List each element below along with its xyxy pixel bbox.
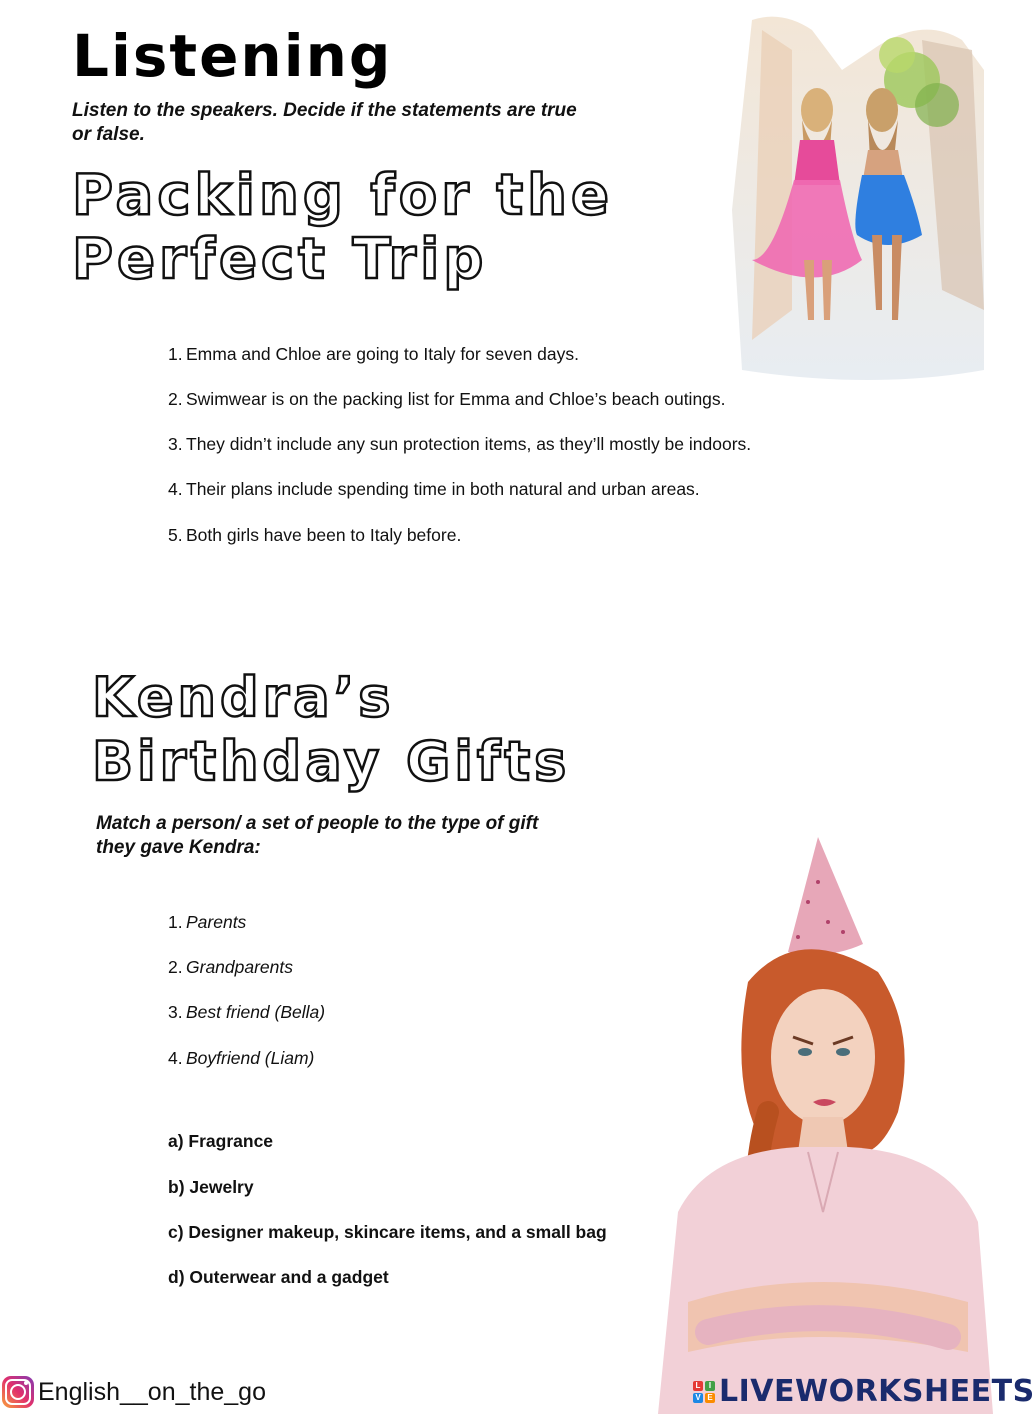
listening-instruction: Listen to the speakers. Decide if the statements are true or false. — [72, 100, 577, 145]
gift-option: b) Jewelry — [168, 1177, 254, 1197]
instagram-handle: English__on_the_go — [38, 1377, 266, 1406]
person-item: 3. Best friend (Bella) — [168, 1002, 326, 1022]
liveworksheets-brand: LIVEWORKSHEETS — [719, 1374, 1035, 1409]
gift-option: d) Outerwear and a gadget — [168, 1267, 389, 1287]
party-girl-illustration — [648, 832, 1000, 1414]
page-title: Listening — [72, 22, 393, 90]
statement-item: 1. Emma and Chloe are going to Italy for seven days. — [168, 344, 579, 364]
gift-option: c) Designer makeup, skincare items, and a small bag — [168, 1222, 607, 1242]
instagram-icon — [2, 1376, 34, 1408]
statement-item: 3. They didn’t include any sun protection items, as they’ll mostly be indoors. — [168, 434, 752, 454]
liveworksheets-logo — [693, 1374, 1035, 1409]
section2-title-line2: Birthday Gifts — [92, 730, 571, 793]
people-list — [168, 0, 568, 1080]
statement-item: 4. Their plans include spending time in both natural and urban areas. — [168, 479, 700, 499]
person-item: 2. Grandparents — [168, 957, 294, 977]
statement-item: 5. Both girls have been to Italy before. — [168, 525, 462, 545]
person-item: 4. Boyfriend (Liam) — [168, 1048, 315, 1068]
section2-title-line1: Kendra’s — [92, 666, 395, 729]
person-item: 1. Parents — [168, 912, 247, 932]
statement-item: 2. Swimwear is on the packing list for Emma and Chloe’s beach outings. — [168, 389, 726, 409]
section1-title-line2: Perfect Trip — [72, 227, 488, 292]
liveworksheets-badge-icon: L I V E — [693, 1381, 715, 1403]
section1-title-line1: Packing for the — [72, 163, 613, 228]
match-instruction: Match a person/ a set of people to the type of gift they gave Kendra: — [96, 813, 539, 858]
instagram-credit — [2, 1376, 266, 1408]
gift-option: a) Fragrance — [168, 1131, 274, 1151]
